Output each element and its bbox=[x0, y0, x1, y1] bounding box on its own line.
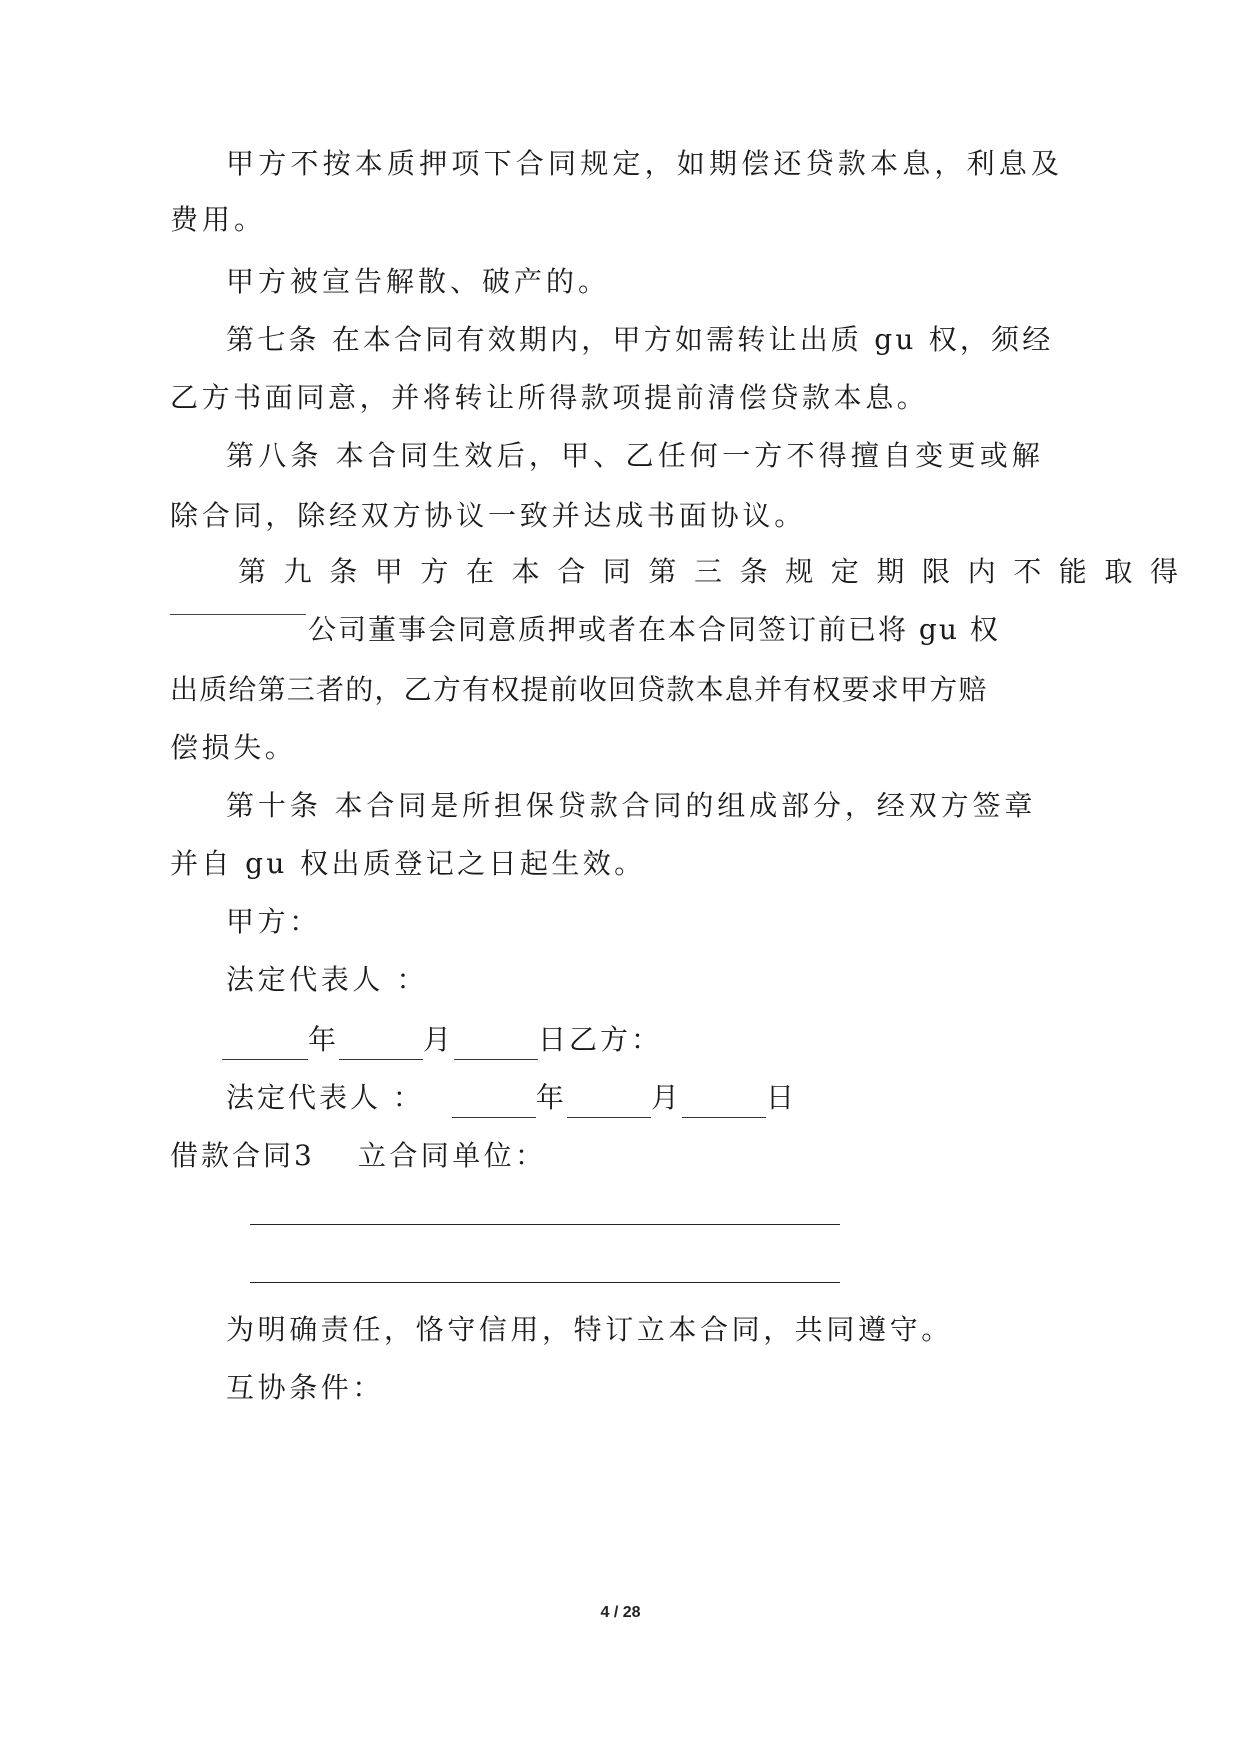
signature-line bbox=[250, 1224, 840, 1225]
month-blank bbox=[567, 1087, 651, 1118]
day-blank bbox=[454, 1029, 538, 1060]
intro-paragraph: 为明确责任，恪守信用，特订立本合同，共同遵守。 bbox=[226, 1313, 953, 1346]
article-8-line: 除合同，除经双方协议一致并达成书面协议。 bbox=[170, 499, 807, 532]
article-9-line: 第九条甲方在本合同第三条规定期限内不能取得 bbox=[238, 555, 1196, 588]
article-7-line: 乙方书面同意，并将转让所得款项提前清偿贷款本息。 bbox=[170, 381, 929, 414]
page-number: 4 / 28 bbox=[600, 1604, 641, 1621]
paragraph-line: 费用。 bbox=[170, 203, 267, 236]
article-10-line: 并自 gu 权出质登记之日起生效。 bbox=[170, 847, 646, 880]
month-blank bbox=[339, 1029, 423, 1060]
signature-date-row-2 bbox=[226, 1078, 797, 1118]
year-label: 年 bbox=[308, 1023, 340, 1056]
month-label: 月 bbox=[650, 1081, 682, 1114]
article-9-line: 出质给第三者的，乙方有权提前收回贷款本息并有权要求甲方赔 bbox=[170, 673, 988, 706]
article-7-line: 第七条 在本合同有效期内，甲方如需转让出质 gu 权，须经 bbox=[226, 323, 1054, 356]
day-blank bbox=[682, 1087, 766, 1118]
party-a-label: 甲方： bbox=[226, 905, 321, 938]
paragraph-line: 甲方不按本质押项下合同规定，如期偿还贷款本息，利息及 bbox=[226, 147, 1064, 180]
blank-underline bbox=[170, 614, 306, 615]
contract-3-title: 借款合同3 bbox=[170, 1139, 315, 1172]
article-10-line: 第十条 本合同是所担保贷款合同的组成部分，经双方签章 bbox=[226, 789, 1037, 822]
article-8-line: 第八条 本合同生效后，甲、乙任何一方不得擅自变更或解 bbox=[226, 439, 1045, 472]
day-label: 日 bbox=[765, 1081, 797, 1114]
legal-rep-label: 法定代表人 ： bbox=[226, 963, 429, 996]
month-label: 月 bbox=[423, 1023, 455, 1056]
year-blank bbox=[222, 1029, 308, 1060]
contract-unit-label: 立合同单位： bbox=[358, 1139, 547, 1172]
paragraph-line: 甲方被宣告解散、破产的。 bbox=[226, 265, 611, 298]
signature-date-row-1 bbox=[222, 1020, 662, 1060]
legal-rep-label: 法定代表人 ： bbox=[226, 1081, 424, 1114]
signature-line bbox=[250, 1282, 840, 1283]
article-9-line: 偿损失。 bbox=[170, 731, 297, 764]
mutual-terms-heading: 互协条件： bbox=[226, 1371, 385, 1404]
year-blank bbox=[452, 1087, 536, 1118]
year-label: 年 bbox=[535, 1081, 567, 1114]
day-party-b-label: 日乙方： bbox=[538, 1023, 663, 1056]
article-9-line: 公司董事会同意质押或者在本合同签订前已将 gu 权 bbox=[308, 613, 1000, 646]
